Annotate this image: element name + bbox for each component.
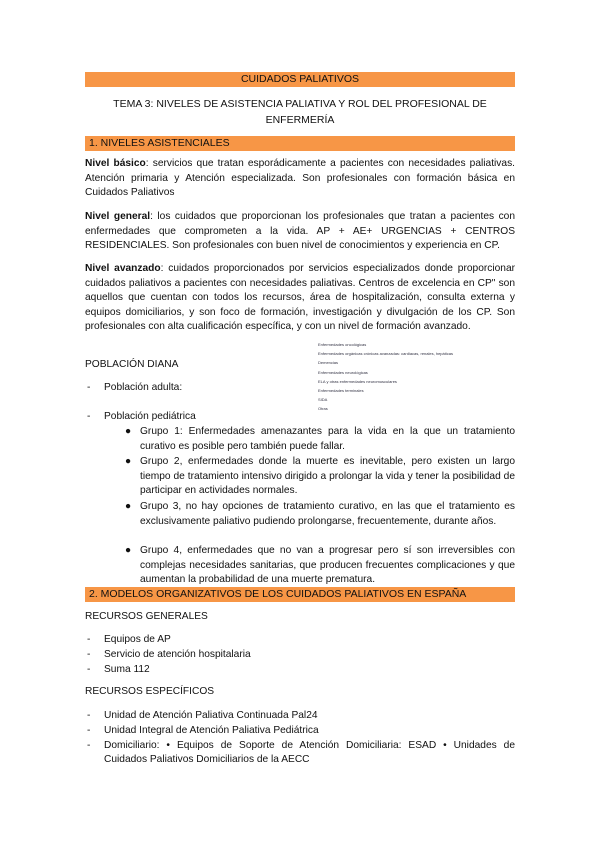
- section-2-heading-bar: [85, 587, 515, 602]
- list-item-text: Unidad Integral de Atención Paliativa Pediátrica: [104, 725, 319, 736]
- list-item-text: Servicio de atención hospitalaria: [104, 649, 251, 660]
- nivel-general-paragraph: [85, 210, 515, 254]
- nivel-general-text: : los cuidados que proporcionan los profesionales que tratan a pacientes con enfermedades que comprometen a la vida. AP + AE+ URGENCIAS + CENTROS RESIDENCIALES. Son profesionales con buen nivel de conocimientos y experiencia en CP.: [85, 211, 516, 251]
- nivel-basico-text: : servicios que tratan esporádicamente a pacientes con necesidades paliativas. Atención primaria y Atención especializada. Son profesionales con formación básica en Cuidados Paliativos: [85, 158, 515, 198]
- dash-marker: -: [87, 710, 91, 721]
- list-item-text: Suma 112: [104, 664, 150, 675]
- dash-marker: -: [87, 740, 91, 751]
- section-1-heading: 1. NIVELES ASISTENCIALES: [89, 137, 230, 149]
- side-note-line: Demencias: [318, 360, 339, 366]
- document-title: CUIDADOS PALIATIVOS: [240, 73, 360, 85]
- nivel-avanzado-text: : cuidados proporcionados por servicios especializados donde proporcionar cuidados paliativos a pacientes con necesidades paliativas. Centros de excelencia en CP" son aquellos que cuentan con todos los recursos, área de hospitalización, consulta externa y equipos domiciliarios, y son foco de formación, investigación y divulgación de los CP. Son profesionales con alta cualificación específica, y con un nivel de formación avanzado.: [85, 263, 516, 332]
- dash-marker: -: [87, 664, 91, 675]
- nivel-avanzado-label: Nivel avanzado: [85, 263, 161, 274]
- side-note-line: Enfermedades oncológicas: [318, 342, 367, 347]
- section-1-heading-bar: [85, 136, 515, 151]
- nivel-general-label: Nivel general: [85, 211, 151, 222]
- dash-marker: -: [87, 725, 91, 736]
- list-item-text: Unidad de Atención Paliativa Continuada Pal24: [104, 710, 318, 721]
- document-title-bar: [85, 72, 515, 87]
- list-item-text: Equipos de AP: [104, 634, 171, 645]
- bullet-dot: ●: [125, 456, 132, 467]
- dash-marker: -: [87, 382, 91, 393]
- group-2-text: Grupo 2, enfermedades donde la muerte es inevitable, pero existen un largo tiempo de tratamiento intensivo dirigido a prolongar la vida y tener la posibilidad de participar en actividades normales.: [140, 456, 515, 496]
- bullet-dot: ●: [125, 426, 132, 437]
- group-4-text: Grupo 4, enfermedades que no van a progresar pero sí son irreversibles con complejas necesidades sanitarias, que producen frecuentes complicaciones y que aumentan la probabilidad de una muerte prematura.: [140, 545, 515, 585]
- group-1-text: Grupo 1: Enfermedades amenazantes para la vida en la que un tratamiento curativo es posible pero también puede fallar.: [140, 426, 515, 452]
- poblacion-diana-label: POBLACIÓN DIANA: [85, 359, 179, 370]
- group-3-text: Grupo 3, no hay opciones de tratamiento curativo, en las que el tratamiento es exclusivamente paliativo pudiendo prolongarse, frecuentemente, durante años.: [140, 501, 515, 527]
- nivel-basico-paragraph: [85, 157, 515, 201]
- bullet-dot: ●: [125, 501, 132, 512]
- recursos-generales-label: RECURSOS GENERALES: [85, 611, 208, 622]
- side-note-line: ELA y otras enfermedades neuromusculares: [318, 378, 397, 384]
- dash-marker: -: [87, 649, 91, 660]
- nivel-basico-label: Nivel básico: [85, 158, 146, 169]
- section-2-heading: 2. MODELOS ORGANIZATIVOS DE LOS CUIDADOS PALIATIVOS EN ESPAÑA: [89, 588, 467, 600]
- recursos-especificos-label: RECURSOS ESPECÍFICOS: [85, 686, 215, 697]
- bullet-dot: ●: [125, 545, 132, 556]
- side-note-line: Otras: [318, 406, 328, 412]
- side-note-line: SIDA: [318, 397, 328, 403]
- side-note-line: Enfermedades orgánicas crónicas avanzadas: cardiacas, renales, hepáticas: [318, 351, 453, 357]
- list-item-text: Población pediátrica: [104, 411, 196, 422]
- dash-marker: -: [87, 634, 91, 645]
- side-note-line: Enfermedades neurológicas: [318, 369, 368, 375]
- list-item-text: Población adulta:: [104, 382, 183, 393]
- side-note-line: Enfermedades terminales: [318, 388, 364, 394]
- topic-subtitle: TEMA 3: NIVELES DE ASISTENCIA PALIATIVA Y ROL DEL PROFESIONAL DE ENFERMERÍA: [113, 98, 487, 126]
- side-note-illness-list: [318, 340, 453, 414]
- dash-marker: -: [87, 411, 91, 422]
- list-item-text: Domiciliario: • Equipos de Soporte de Atención Domiciliaria: ESAD • Unidades de Cuidados Paliativos Domiciliarios de la AECC: [104, 740, 515, 765]
- nivel-avanzado-paragraph: [85, 262, 515, 335]
